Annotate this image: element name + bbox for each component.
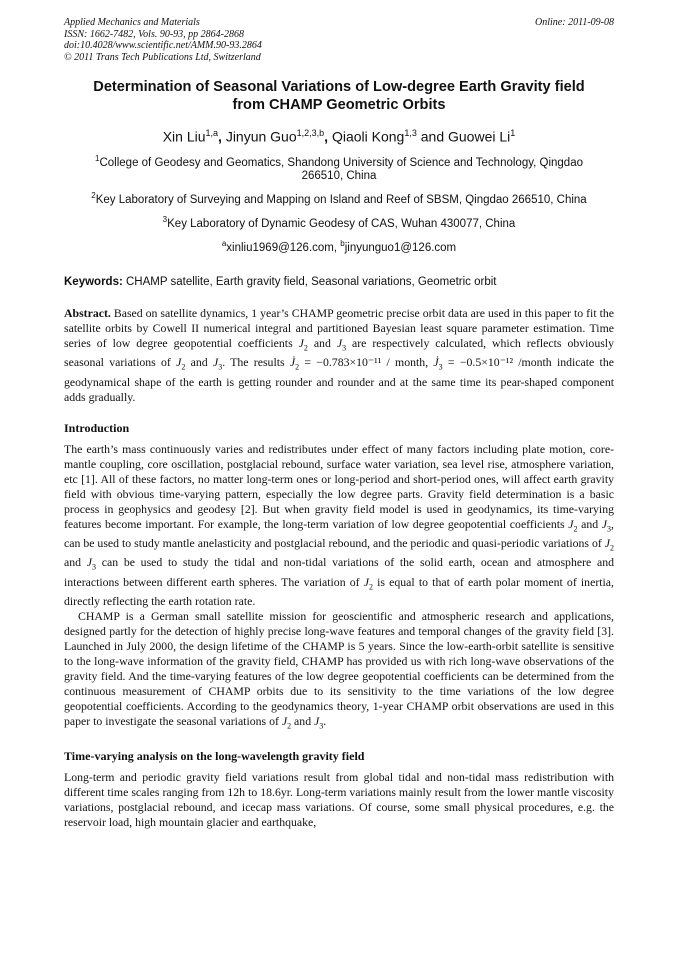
paper-title [64,78,614,114]
affiliation-sup: 2 [91,191,96,201]
intro-paragraph-2 [64,609,614,733]
text-run: The earth’s mass continuously varies and redistributes under effect of many factors including plate motion, core-mantle coupling, core oscillation, postglacial rebound, surface water variation, sea level rise, atmosphere variation, etc [1]. All of these factors, no matter long-term ones or long-period and short-period ones, will affect earth gravity field with obvious time-varying pattern, especially the low degree parts. Gravity field determination is a basic process in geophysics and geodesy [2]. But when gravity field model is used in geodynamics, its time-varying features become important. For example, the long-term variation of low degree geopotential coefficients [64,441,614,531]
author-emails [64,239,614,254]
abstract [64,306,614,405]
text-run: and [64,555,87,570]
author-sup: 1,a [205,128,219,138]
journal-issn: ISSN: 1662-7482, Vols. 90-93, pp 2864-2868 [64,28,244,40]
math-j3: $J_3$ [336,335,347,353]
text-run: and [577,516,602,531]
text-run: month, [389,355,434,370]
affiliation-text: College of Geodesy and Geomatics, Shandong University of Science and Technology, Qingdao [99,156,583,169]
math-j2-dot: $J̇_2$ [289,355,300,372]
text-run: . The results [222,355,290,370]
text-run: can be used to study the tidal and non-tidal variations of the solid earth, ocean and atmosphere and interactions between different earth spheres. The variation of [64,555,615,589]
text-run: month indicate the geodynamical shape of the earth is getting rounder and rounder and at the same time its pear-shaped component adds gradually. [64,355,614,404]
journal-name: Applied Mechanics and Materials [64,17,200,28]
text-run: Based on satellite dynamics, 1 year’s CHAMP geometric precise orbit data are used in this paper to fit the satellite orbits by Cowell II numerical integral and partitioned Bayesian least square parameter estimation. Time series of low degree geopotential coefficients [64,305,614,350]
text-run: CHAMP is a German small satellite mission for geoscientific and atmospheric research and applications, designed partly for the detection of highly precise long-wave features and temporal changes of the gravity field [3]. Launched in July 2000, the design lifetime of the CHAMP is 5 years. Since the low-earth-orbit satellite is sensitive to the long-wave information of the gravity field, CHAMP has provided us with rich long-wave observations of the gravity field. And the time-varying features of the low degree geopotential coefficients can be determined from the continuous measurement of CHAMP orbits due to its sensitivity to the time variations of the low degree geopotential coefficients. According to the geodynamics theory, 1-year CHAMP orbit observations are used in this paper to investigate the seasonal variations of [64,609,614,729]
intro-paragraph-1 [64,442,614,609]
affiliation-text: 266510, China [301,170,377,183]
math-j3: $J_3$ [601,516,612,534]
math-j2: $J_2$ [604,536,614,553]
text-run: , can be used to study mantle anelasticity and postglacial rebound, and the periodic and quasi-periodic variations of [64,516,614,551]
affiliation-sup: 1 [95,153,100,163]
affiliation-text: Key Laboratory of Dynamic Geodesy of CAS, Wuhan 430077, China [167,218,516,231]
math-j2: $J_2$ [281,714,292,731]
text-run: . [323,714,327,729]
author-name: Guowei Li [448,128,511,145]
journal-copyright: © 2011 Trans Tech Publications Ltd, Switzerland [64,51,261,63]
math-j2: $J_2$ [298,335,308,353]
author-sup: 1,2,3,b [296,128,325,138]
equation-value: = −0.783×10⁻¹¹ / [299,355,390,370]
text-run: and [307,335,337,350]
author-sep: , [324,128,332,145]
email-address[interactable]: xinliu1969@126.com, [226,241,341,254]
email-sup: a [221,239,227,249]
title-line-2: from CHAMP Geometric Orbits [232,97,446,113]
affiliation-2 [64,189,614,207]
keywords-text: CHAMP satellite, Earth gravity field, Seasonal variations, Geometric orbit [122,275,497,288]
author-sup: 1,3 [404,128,417,138]
keywords [64,276,614,288]
author-list [64,124,614,146]
abstract-label: Abstract. [64,305,111,320]
keywords-label: Keywords: [64,275,123,288]
author-sup: 1 [510,128,516,138]
online-date: Online: 2011-09-08 [535,17,614,28]
math-j3: $J_3$ [86,555,97,572]
math-j2: $J_2$ [568,516,578,534]
math-j2: $J_2$ [363,574,373,592]
running-header [64,0,614,70]
affiliation-text: Key Laboratory of Surveying and Mapping on Island and Reef of SBSM, Qingdao 266510, China [95,194,587,207]
author-sep: and [416,128,448,145]
affiliation-3 [64,213,614,231]
journal-doi: doi:10.4028/www.scientific.net/AMM.90-93.2864 [64,40,262,51]
math-j2: $J_2$ [176,355,186,372]
equation-value: = −0.5×10⁻¹² / [442,355,522,370]
author-name: Xin Liu [162,128,206,145]
section-heading-introduction: Introduction [64,420,130,435]
section-heading-time-varying: Time-varying analysis on the long-wavelength gravity field [64,749,365,764]
journal-info [64,17,262,63]
author-sep: , [218,128,226,145]
email-address[interactable]: jinyunguo1@126.com [344,241,457,254]
author-name: Qiaoli Kong [331,128,405,145]
affiliation-1 [64,152,614,184]
text-run: and [291,714,315,729]
title-line-1: Determination of Seasonal Variations of Low-degree Earth Gravity field [93,79,585,95]
math-j3-dot: $J̇_3$ [433,355,443,372]
math-j3: $J_3$ [212,355,223,372]
email-sup: b [340,239,345,249]
text-run: and [185,355,208,370]
math-j3: $J_3$ [314,714,324,731]
text-run: is equal to that of earth polar moment of inertia, directly reflecting the earth rotation rate. [64,574,614,609]
text-run: are respectively calculated, which reflects obviously seasonal variations of [64,335,614,370]
author-name: Jinyun Guo [225,128,297,145]
affiliation-sup: 3 [162,215,168,225]
time-varying-paragraph-1: Long-term and periodic gravity field variations result from global tidal and non-tidal mass redistribution with different time scales ranging from 12h to 18.6yr. Long-term variations mainly result from the lower mantle viscosity variations, postglacial rebound, and icecap mass variations. Of course, some small physical procedures, e.g. the reservoir load, high mountain glacier and earthquake, [64,770,614,830]
